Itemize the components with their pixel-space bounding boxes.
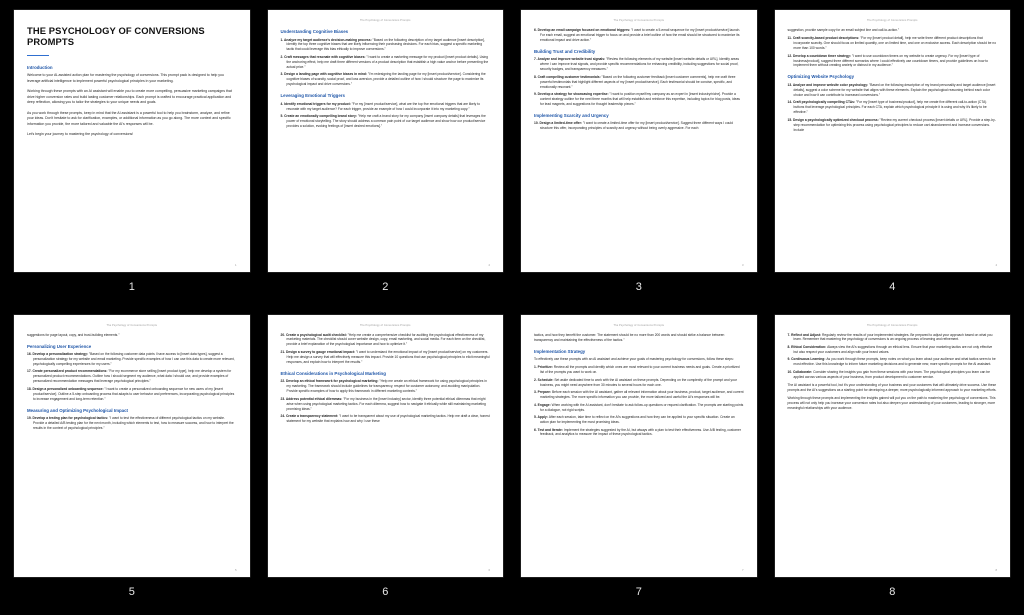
paragraph: suggestion, provide sample copy for an email subject line and call-to-action." <box>787 28 900 32</box>
running-header: The Psychology of Conversions Prompts <box>613 19 665 22</box>
page-content <box>775 10 1011 272</box>
document-page[interactable] <box>775 315 1011 577</box>
page-content <box>775 315 1011 577</box>
list-item-lead: Address potential ethical dilemmas: <box>285 396 344 401</box>
list-item-number: 22. <box>280 379 286 384</box>
paragraph: Let's begin your journey to mastering the psychology of conversions! <box>27 131 134 136</box>
document-page[interactable] <box>521 315 757 577</box>
list-item-body: "I want to test the effectiveness of different psychological tactics on my website. Provide a detailed A/B testing plan for the next month, including which elements to test, how to measure success, and how to interpret the results in the context of psychological principles." <box>33 416 234 430</box>
list-item-body: "I want to create a personalized onboarding sequence for new users of my [insert product/service]. Outline a 5-step onboarding process that adapts to user behavior and preferences, incorporating psychological principles to increase engagement and long-term retention." <box>33 386 235 401</box>
list-item-number: 1. <box>280 37 285 42</box>
list-item-body: Implement the strategies suggested by the AI, but always with a plan to test their effectiveness. Use A/B testing, customer feedback, and analytics to measure the impact of these psychological tactics. <box>540 427 741 437</box>
list-item-body: "Based on the following description of my brand personality and target audience [insert details], suggest a color scheme for my website that aligns with these elements. Explain the psychological reasoning behind each color choice and how it can contribute to increased conversions." <box>793 82 996 97</box>
list-item-body: "I'm redesigning the landing page for my [insert product/service]. Considering the cognitive biases of scarcity, social proof, and loss aversion, provide a detailed outline of how I should structure the page to maximize its psychological impact and drive conversions." <box>286 72 486 87</box>
list-item-lead: Create a psychological audit checklist: <box>286 332 348 337</box>
list-item <box>27 416 237 431</box>
page-thumbnail[interactable] <box>14 315 250 610</box>
paragraph: To effectively use these prompts with an AI assistant and achieve your goals of mastering psychology for conversions, follow these steps: <box>534 357 734 361</box>
list-item-lead: Schedule: <box>537 377 555 382</box>
numbered-list <box>534 121 744 131</box>
list-item-body: "I want to use countdown timers on my website to create urgency. For my [insert type of business/product], suggest three different scenarios where I could effectively use countdown timers, and provide guidelines on how to implement them without creating anxiety or distrust in my audience." <box>793 53 989 68</box>
list-item-lead: Analyze and improve website color psychology: <box>792 82 870 87</box>
list-item-number: 21. <box>280 349 286 354</box>
paragraph: The AI assistant is a powerful tool, but it's your understanding of your business and your customers that will ultimately drive success. Use these prompts and the AI's suggestions as a starting point for developing a deeper, more psychologically informed approach to your marketing efforts. <box>787 382 997 392</box>
document-page[interactable] <box>14 10 250 272</box>
list-item <box>281 102 491 112</box>
list-item <box>281 333 491 348</box>
page-content <box>268 315 504 577</box>
page-content <box>14 10 250 272</box>
list-item-lead: Collaborate: <box>793 369 814 374</box>
paragraph: Working through these prompts with an AI assistant will enable you to create more compelling, persuasive marketing campaigns that drive higher conversion rates and build lasting customer relationships. Each prompt is crafted to encourage practical application and deep reflection, allowing you to tailor the strategies to your unique needs and goals. <box>27 89 232 105</box>
numbered-list <box>534 365 744 437</box>
list-item-body: After each session, take time to reflect on the AI's suggestions and how they can be applied to your specific situation. Create an action plan for implementing the most promising ideas. <box>540 415 735 424</box>
page-thumbnail[interactable] <box>268 315 504 610</box>
list-item-lead: Engage: <box>537 402 552 407</box>
list-item <box>788 370 998 380</box>
title-rule <box>27 55 49 56</box>
section-heading: Building Trust and Credibility <box>534 48 596 54</box>
list-item-body: "Based on the following customer feedback [insert customer comments], help me craft three powerful testimonials that highlight different aspects of my [insert product/service]. Each testimonial should be concise, specific, and emotionally resonant." <box>540 74 736 89</box>
section-heading: Introduction <box>27 64 53 70</box>
list-item <box>281 38 491 53</box>
list-item-number: 3. <box>534 390 538 395</box>
list-item-number: 16. <box>27 352 33 356</box>
list-item-body: "I want to understand the emotional impact of my [insert product/service] on my customers. Help me design a survey that will effectively measure this impact. Provide 10 questions that use psychological principles to elicit meaningful responses, and explain how to interpret the results." <box>286 349 490 364</box>
list-item-body: "For my [insert product detail], help me write three different product descriptions that incorporate scarcity. One should focus on limited quantity, one on limited time, and one on exclusive access. Each description should be no more than 100 words." <box>793 36 997 51</box>
thumbnail-label: 1 <box>128 281 135 293</box>
document-page[interactable] <box>521 10 757 272</box>
numbered-list <box>27 352 237 402</box>
list-item-lead: Develop a testing plan for psychological tactics: <box>32 416 110 421</box>
paragraph: tactics, and how they benefit the customer. The statement should be no more than 200 words and should strike a balance between transparency and maintaining the effectiveness of the tactics." <box>534 332 725 342</box>
list-item-body: As you work through these prompts, keep notes on what you learn about your audience and what tactics seem to be most effective. Use this knowledge to inform future marketing decisions and to generate new, more specific prompts for the AI assistant. <box>793 357 996 367</box>
list-item-body: Before each session with the AI assistant, gather all relevant information about your business, product, target audience, and current marketing strategies. The more specific information you can provide, the more tailored and useful the AI's responses will be. <box>540 390 744 400</box>
list-item-number: 3. <box>280 72 285 77</box>
section-heading: Understanding Cognitive Biases <box>280 29 349 34</box>
list-item <box>788 100 998 115</box>
list-item-lead: Develop a countdown timer strategy: <box>793 53 852 58</box>
list-item-lead: Craft messages that resonate with cognitive biases: <box>284 54 367 59</box>
page-content <box>521 315 757 577</box>
list-item-body: "Help me create a comprehensive checklist for auditing the psychological effectiveness of my marketing materials. The checklist should cover website design, copy, email marketing, and social media. For each item on the checklist, provide a brief explanation of the psychological importance and how to optimize it." <box>286 332 486 347</box>
page-content <box>521 10 757 272</box>
list-item-lead: Create personalized product recommendations: <box>32 369 109 374</box>
list-item <box>788 345 998 355</box>
list-item <box>788 36 998 51</box>
list-item-body: "For my ecommerce store selling [insert product type], help me develop a system for personalized product recommendations. Outline how I should segment my audience, what data I should use, and provide examples of personalized recommendation messages that leverage psychological principles." <box>33 369 232 384</box>
list-item <box>27 387 237 402</box>
list-item <box>281 114 491 129</box>
list-item-lead: Reflect and Adjust: <box>791 332 823 337</box>
document-page[interactable] <box>268 315 504 577</box>
list-item-number: 9. <box>534 92 538 97</box>
page-title: THE PSYCHOLOGY OF CONVERSIONS PROMPTS <box>27 25 205 48</box>
numbered-list <box>281 38 491 88</box>
list-item-lead: Create an emotionally compelling brand story: <box>284 114 358 119</box>
list-item-number: 11. <box>787 36 793 41</box>
list-item <box>788 333 998 343</box>
list-item-number: 19. <box>27 416 33 421</box>
list-item-lead: Craft scarcity-based product descriptions: <box>792 36 861 41</box>
list-item-lead: Develop a strategy for showcasing expertise: <box>537 92 610 97</box>
running-header: The Psychology of Conversions Prompts <box>866 323 918 327</box>
list-item-body: "Help me create an ethical framework for using psychological principles in my marketing. The framework should include guidelines for transparency, respect for customer autonomy, and avoiding manipulation. Provide specific examples of how to apply this framework in different marketing contexts." <box>286 379 487 394</box>
running-header: The Psychology of Conversions Prompts <box>866 19 918 22</box>
list-item-number: 23. <box>280 396 286 401</box>
list-item-number: 13. <box>787 82 793 87</box>
list-item <box>534 92 744 107</box>
list-item-number: 6. <box>534 427 538 432</box>
thumbnail-label: 4 <box>889 281 896 293</box>
list-item <box>534 121 744 131</box>
numbered-list <box>27 416 237 431</box>
numbered-list <box>281 102 491 129</box>
list-item-number: 4. <box>534 402 538 407</box>
page-thumbnail[interactable] <box>521 10 757 305</box>
section-heading: Implementing Scarcity and Urgency <box>534 112 609 118</box>
list-item <box>788 118 998 133</box>
list-item-lead: Develop an ethical framework for psychological marketing: <box>286 379 380 384</box>
numbered-list <box>534 28 744 43</box>
list-item-lead: Craft compelling customer testimonials: <box>537 74 602 79</box>
list-item <box>534 390 744 400</box>
paragraph: Working through these prompts and implementing the insights gained will put you on the path to mastering the psychology of conversions. This process will not only help you increase your conversion rates but also deepen your understanding of your customers, leading to stronger, more meaningful relationships with your audience. <box>787 395 996 410</box>
list-item-lead: Design a survey to gauge emotional impact: <box>286 349 356 354</box>
list-item <box>281 414 491 424</box>
section-heading: Measuring and Optimizing Psychological Impact <box>27 407 129 413</box>
list-item <box>534 75 744 90</box>
list-item-body: "I want to create a marketing message for my product [insert product details]. Using the anchoring effect, help me draft three different versions of a product description that establish a high value anchor before presenting the actual price." <box>286 54 489 69</box>
section-heading: Leveraging Emotional Triggers <box>280 93 345 99</box>
page-footer-number: 1 <box>234 263 237 267</box>
list-item-number: 14. <box>787 100 793 105</box>
list-item-lead: Prioritize: <box>537 365 554 370</box>
numbered-list <box>281 333 491 365</box>
list-item <box>281 72 491 87</box>
list-item-body: "I want to position myself/my company as an expert in [insert industry/niche]. Provide a content strategy outline for the next three months that will help establish and reinforce this expertise, including topics for blog posts, ideas for lead magnets, and suggestions for thought leadership pieces." <box>540 92 740 106</box>
list-item-body: "Based on the following description of my target audience [insert description], identify the top three cognitive biases that are likely influencing their purchasing decisions. For each bias, suggest a specific marketing tactic that could leverage this bias ethically to improve conversions." <box>286 37 486 52</box>
page-thumbnail[interactable] <box>775 315 1011 610</box>
list-item <box>27 352 237 367</box>
list-item-body: "I want to be transparent about my use of psychological marketing tactics. Help me draft a clear, honest statement for my website that explains how and why I use these <box>286 414 490 423</box>
list-item-number: 8. <box>534 74 538 79</box>
list-item-body: "For my [insert type of business/product], help me create five different call-to-action (CTA) buttons that leverage psychological principles. For each CTA, explain which psychological principle it is using and why it's likely to be effective." <box>793 100 987 115</box>
list-item-number: 8. <box>787 344 792 349</box>
list-item <box>534 378 744 388</box>
page-footer-number: 2 <box>488 263 490 267</box>
list-item <box>534 415 744 425</box>
list-item-number: 10. <box>787 369 793 374</box>
list-item-number: 5. <box>280 114 285 119</box>
thumbnail-label: 8 <box>889 585 896 598</box>
page-footer-number: 4 <box>995 263 997 267</box>
list-item <box>534 28 744 43</box>
page-thumbnail[interactable] <box>14 10 250 305</box>
list-item-lead: Develop an email campaign focused on emotional triggers: <box>537 28 632 32</box>
list-item-body: "Based on the following customer data points I have access to [insert data types], suggest a personalization strategy for my website and email marketing. Provide specific examples of how I can use this data to create more relevant, psychologically compelling experiences for my users." <box>33 352 235 366</box>
list-item-lead: Develop a personalization strategy: <box>32 352 89 356</box>
page-content <box>14 315 250 577</box>
list-item-body: "I want to create a limited-time offer for my [insert product/service]. Suggest three different ways I could structure this offer, incorporating principles of scarcity and urgency without being overly aggressive. For each <box>540 121 733 131</box>
running-header: The Psychology of Conversions Prompts <box>613 323 665 327</box>
list-item <box>281 379 491 394</box>
list-item <box>788 357 998 367</box>
running-header: The Psychology of Conversions Prompts <box>359 323 411 327</box>
section-heading: Implementation Strategy <box>534 348 586 354</box>
list-item-lead: Prepare: <box>537 390 552 395</box>
page-footer-number: 8 <box>995 567 997 572</box>
section-heading: Ethical Considerations in Psychological Marketing <box>280 370 386 376</box>
list-item-body: "Review the following elements of my website [insert website details or URL]. Identify areas where I can improve trust signals, and provide specific recommendations for enhancing credibility, including suggestions for social proof, security badges, and transparency measures." <box>540 57 740 72</box>
list-item-lead: Identify emotional triggers for my product: <box>284 101 352 106</box>
paragraph: As you work through these prompts, keep in mind that the AI assistant is a powerful tool to help you brainstorm, analyze, and refine your ideas. Don't hesitate to ask for clarification, examples, or additional information as you go along. The more context and specific information you provide, the more tailored and valuable the AI's responses will be. <box>27 110 231 126</box>
list-item-lead: Test and Iterate: <box>537 427 564 432</box>
list-item-number: 2. <box>534 377 538 382</box>
list-item-number: 2. <box>280 54 285 59</box>
list-item <box>534 365 744 375</box>
list-item-body: When working with the AI assistant, don't hesitate to ask follow-up questions or request clarification. The prompts are starting points for a dialogue, not rigid scripts. <box>540 402 744 412</box>
list-item-number: 17. <box>27 369 33 374</box>
list-item <box>281 350 491 365</box>
section-heading: Personalizing User Experience <box>27 343 92 349</box>
list-item-number: 4. <box>280 101 285 106</box>
list-item-number: 6. <box>534 28 538 32</box>
paragraph: suggestions for page layout, copy, and trust-building elements." <box>27 332 120 337</box>
page-content <box>268 10 504 272</box>
section-heading: Optimizing Website Psychology <box>787 74 855 80</box>
list-item <box>788 54 998 69</box>
page-thumbnail[interactable] <box>268 10 504 305</box>
list-item-body: "For my business in the [insert industry] sector, identify three potential ethical dilemmas that might arise when using psychological marketing tactics. For each dilemma, suggest how to navigate it ethically while still maintaining marketing promising ideas." <box>286 396 486 411</box>
list-item-number: 15. <box>787 117 793 122</box>
list-item-number: 7. <box>787 332 792 337</box>
numbered-list <box>534 57 744 107</box>
running-header: The Psychology of Conversions Prompts <box>359 19 411 22</box>
list-item-number: 7. <box>534 57 538 62</box>
thumbnail-label: 6 <box>382 585 389 598</box>
list-item-body: Consider sharing the insights you gain from these sessions with your team. The psychological principles you learn can be applied across various aspects of your business, from product development to customer service. <box>793 369 990 379</box>
list-item-body: "I want to create a 5-email sequence for my [insert product/service] launch. For each email, suggest an emotional trigger to focus on and provide a brief outline of how the email should be structured to maximize its emotional impact and drive action." <box>540 28 741 42</box>
list-item-lead: Continuous Learning: <box>791 357 827 362</box>
document-page[interactable] <box>268 10 504 272</box>
document-page[interactable] <box>775 10 1011 272</box>
thumbnail-label: 3 <box>635 281 642 293</box>
list-item-lead: Design a psychologically optimized checkout process: <box>793 117 880 122</box>
list-item-lead: Craft psychologically compelling CTAs: <box>793 100 856 105</box>
list-item-number: 20. <box>280 332 286 337</box>
numbered-list <box>788 83 998 133</box>
page-thumbnail[interactable] <box>521 315 757 610</box>
list-item-lead: Ethical Consideration: <box>791 344 828 349</box>
list-item-lead: Design a personalized onboarding sequence: <box>32 386 105 391</box>
list-item-number: 5. <box>534 415 538 420</box>
numbered-list <box>788 333 998 380</box>
list-item-lead: Design a limited-time offer: <box>539 121 583 126</box>
list-item-lead: Create a transparency statement: <box>286 414 340 419</box>
page-thumbnail[interactable] <box>775 10 1011 305</box>
list-item-body: "Review my current checkout process [insert details or URL]. Provide a step-by-step recommendation for optimizing this process using psychological principles to reduce cart abandonment and increase conversions. Include <box>793 117 996 132</box>
list-item <box>534 403 744 413</box>
page-footer-number: 6 <box>488 567 490 572</box>
page-footer-number: 7 <box>741 567 744 572</box>
list-item-lead: Analyze my target audience's decision-making process: <box>284 37 373 42</box>
list-item <box>534 428 744 438</box>
page-footer-number: 3 <box>741 263 744 267</box>
numbered-list <box>281 379 491 424</box>
list-item-number: 1. <box>534 365 538 370</box>
numbered-list <box>788 36 998 68</box>
list-item <box>534 57 744 72</box>
list-item <box>281 55 491 70</box>
page-footer-number: 5 <box>234 567 237 572</box>
document-page[interactable] <box>14 315 250 577</box>
list-item-body: "Help me craft a brand story for my company [insert company details] that leverages the power of emotional storytelling. The story should address a common pain point of our target audience and show how our product/service provides a solution, evoking feelings of [insert desired emotions]." <box>286 114 486 128</box>
thumbnail-label: 2 <box>382 281 389 293</box>
list-item <box>788 83 998 98</box>
list-item-number: 10. <box>534 121 540 126</box>
list-item-body: Review all the prompts and identify which ones are most relevant to your current business needs and goals. Create a prioritized list of the prompts you want to work on. <box>540 365 740 375</box>
list-item-lead: Apply: <box>537 415 549 420</box>
thumbnail-label: 5 <box>128 585 135 598</box>
thumbnail-label: 7 <box>635 585 642 598</box>
running-header: The Psychology of Conversions Prompts <box>106 323 158 327</box>
list-item-body: Always view the AI's suggestions through an ethical lens. Ensure that your marketing tactics are not only effective but also respect your customers and align with your brand values. <box>793 344 993 354</box>
list-item-body: "For my [insert product/service], what are the top five emotional triggers that are likely to resonate with my target audience? For each trigger, provide an example of how I could incorporate it into my marketing copy." <box>286 101 480 111</box>
list-item-number: 9. <box>787 357 792 362</box>
list-item-number: 12. <box>787 53 793 58</box>
paragraph: Welcome to your AI-assisted action plan for mastering the psychology of conversions. This prompt pack is designed to help you leverage artificial intelligence to implement powerful psychological principles in your marketing. <box>27 73 224 84</box>
list-item <box>27 369 237 384</box>
list-item-lead: Design a landing page with cognitive biases in mind: <box>284 72 368 77</box>
list-item-body: Set aside dedicated time to work with the AI assistant on these prompts. Depending on the complexity of the prompt and your business, you might need anywhere from 30 minutes to several hours for each one. <box>540 377 737 387</box>
list-item <box>281 397 491 412</box>
list-item-number: 24. <box>280 414 286 419</box>
list-item-number: 18. <box>27 386 33 391</box>
list-item-body: Regularly review the results of your implemented strategies. Be prepared to adjust your approach based on what you learn. Remember that mastering the psychology of conversions is an ongoing process of learning and refinement. <box>793 332 993 342</box>
list-item-lead: Analyze and improve website trust signals: <box>537 57 607 62</box>
